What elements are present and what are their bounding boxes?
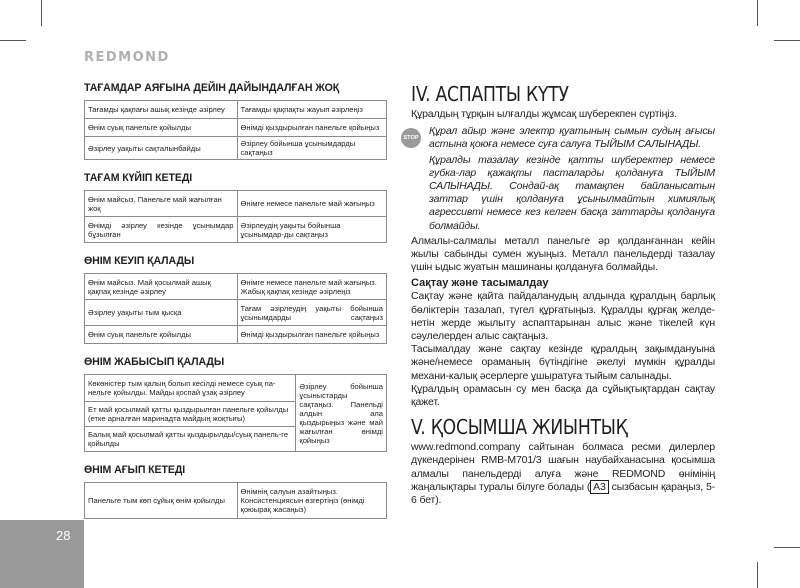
solution-cell: Әзірлеу бойынша ұсынымдарды сақтаңыз <box>237 137 387 160</box>
crop-mark <box>774 547 800 548</box>
crop-mark <box>774 40 800 41</box>
solution-cell: Өнімнің салуын азайтыңыз. Консистенциясын өзгертіңіз (өнімді қоюырақ жасаңыз) <box>237 483 387 519</box>
table-row <box>85 217 387 243</box>
troubleshoot-table <box>84 273 387 344</box>
section-title: ТАҒАМДАР АЯҒЫНА ДЕЙІН ДАЙЫНДАЛҒАН ЖОҚ <box>84 82 340 94</box>
troubleshooting-column <box>84 82 387 519</box>
table-row <box>85 191 387 217</box>
crop-mark <box>0 40 26 41</box>
solution-cell: Әзірлеу бойынша ұсыныстарды сақтаңыз. Панельді алдын ала қыздырыңыз және май жағылған өнімді қойыңыз <box>296 375 387 452</box>
extra-paragraph <box>411 441 715 507</box>
care-column <box>403 82 715 507</box>
troubleshoot-table <box>84 100 387 160</box>
table-row <box>85 300 387 326</box>
section-title: ТАҒАМ КҮЙІП КЕТЕДІ <box>84 172 193 184</box>
section-title: ӨНІМ АҒЫП КЕТЕДІ <box>84 464 186 476</box>
problem-cell: Әзірлеу уақыты сақталынбайды <box>85 137 238 160</box>
problem-cell: Өнім майсыз. Панельге май жағылған жоқ <box>85 191 238 217</box>
problem-cell: Өнімді әзірлеу кезінде ұсынымдар бұзылған <box>85 217 238 243</box>
solution-cell: Әзірлеудің уақыты бойынша ұсынымдар-ды сақтаңыз <box>237 217 387 243</box>
table-row <box>85 375 387 402</box>
section-title: ӨНІМ КЕУІП ҚАЛАДЫ <box>84 255 195 267</box>
problem-cell: Өнім суық панельге қойылды <box>85 326 238 344</box>
stop-warning: Құралды тазалау кезінде қатты шүберектер немесе губка-лар қажақты пасталарды қолдануға ТЫЙЫМ САЛЫНАДЫ. Сондай-ақ тамақпен байланысатын заттар үшін қолдануға ұсынылмайтын химиялық агрессивті немесе кез келген басқа заттарды қолдануға болмайды. <box>429 153 715 232</box>
table-row <box>85 274 387 300</box>
solution-cell: Өнімге немесе панельге май жағыңыз <box>237 191 387 217</box>
problem-cell: Көкөністер тым қалың болып кесілді немесе суық па-нельге қойылды. Майды қоспай ұзақ әзірлеу <box>85 375 296 402</box>
solution-cell: Өнімге немесе панельге май жағыңыз. Жабық қақпақ кезінде әзірлеңіз <box>237 274 387 300</box>
table-row <box>85 326 387 344</box>
troubleshoot-table <box>84 374 387 452</box>
page-number: 28 <box>56 528 71 543</box>
extra-title: V. ҚОСЫМША ЖИЫНТЫҚ <box>411 415 628 440</box>
stop-note <box>403 125 715 233</box>
problem-cell: Өнім суық панельге қойылды <box>85 119 238 137</box>
care-paragraph: Алмалы-салмалы металл панельге әр қолданғаннан кейін жылы сабынды сумен жуыңыз. Металл панельдерді тазалау үшін ыдыс жуатын машинаны қолдануға болмайды. <box>411 234 715 274</box>
problem-cell: Панельге тым көп сұйық өнім қойылды <box>85 483 238 519</box>
table-row <box>85 101 387 119</box>
storage-title: Сақтау және тасымалдау <box>411 277 549 290</box>
problem-cell: Балық май қосылмай қатты қыздырылды/суық панель-ге қойылды <box>85 427 296 452</box>
care-title: IV. АСПАПТЫ КҮТУ <box>411 82 569 106</box>
solution-cell: Өнімді қыздырылған панельге қойыңыз <box>237 119 387 137</box>
figure-reference: А3 <box>590 480 609 494</box>
problem-cell: Әзірлеу уақыты тым қысқа <box>85 300 238 326</box>
troubleshoot-table <box>84 482 387 519</box>
storage-paragraph: Сақтау және қайта пайдаланудың алдында құралдың барлық бөліктерін тазалап, түгел құрғатыңыз. Құралды құрғақ желде-нетін жерде жылыту аспаптарынан алыс және тікелей күн сәулелерден алыс сақтаңыз. <box>411 290 715 343</box>
problem-cell: Тағамды қақпағы ашық кезінде әзірлеу <box>85 101 238 119</box>
table-row <box>85 137 387 160</box>
storage-paragraph: Тасымалдау және сақтау кезінде құралдың зақымдануына және/немесе ораманың бүтіндігіне әкелуі мүмкін құралды механи-калық әсерлерге ұшыратуға тыйым салынады. <box>411 343 715 382</box>
stop-warning: Құрал айыр және электр қуатының сымын судың ағысы астына қоюға немесе суға салуға ТЫЙЫМ САЛЫНАДЫ. <box>429 125 715 151</box>
troubleshoot-table <box>84 190 387 243</box>
stop-icon: STOP <box>401 128 421 148</box>
extra-text: сызбасын қараңыз, 5-6 бет). <box>411 480 715 507</box>
problem-cell: Өнім майсыз. Май қосылмай ашық қақпақ кезінде әзірлеу <box>85 274 238 300</box>
care-intro: Құралдың тұрқын ылғалды жұмсақ шүберекпен сүртіңіз. <box>411 108 677 120</box>
extra-text: www.redmond.company сайтынан болмаса ресми дилерлер дүкендерінен RMB-M701/3 шағын наубайханасына қосымша алмалы панельдерді алуға және REDMOND өнімінің жаңалықтары туралы білуге болады ( <box>411 441 715 493</box>
crop-mark <box>41 0 42 26</box>
brand-logo: REDMOND <box>84 50 170 65</box>
problem-cell: Ет май қосылмай қатты қыздырылған панельге қойылды (етке арналған маринадта майдың жоқтығы) <box>85 402 296 427</box>
solution-cell: Тағам әзірлеудің уақыты бойынша ұсынымдарды сақтаңыз <box>237 300 387 326</box>
section-title: ӨНІМ ЖАБЫСЫП ҚАЛАДЫ <box>84 356 225 368</box>
crop-mark <box>757 562 758 588</box>
table-row <box>85 483 387 519</box>
page-number-tab <box>0 520 84 588</box>
storage-paragraph: Құралдың орамасын су мен басқа да сұйықтықтардан сақтау қажет. <box>411 382 715 409</box>
crop-mark <box>757 0 758 26</box>
solution-cell: Тағамды қақпақты жауып әзірлеңіз <box>237 101 387 119</box>
table-row <box>85 119 387 137</box>
solution-cell: Өнімді қыздырылған панельге қойыңыз <box>237 326 387 344</box>
